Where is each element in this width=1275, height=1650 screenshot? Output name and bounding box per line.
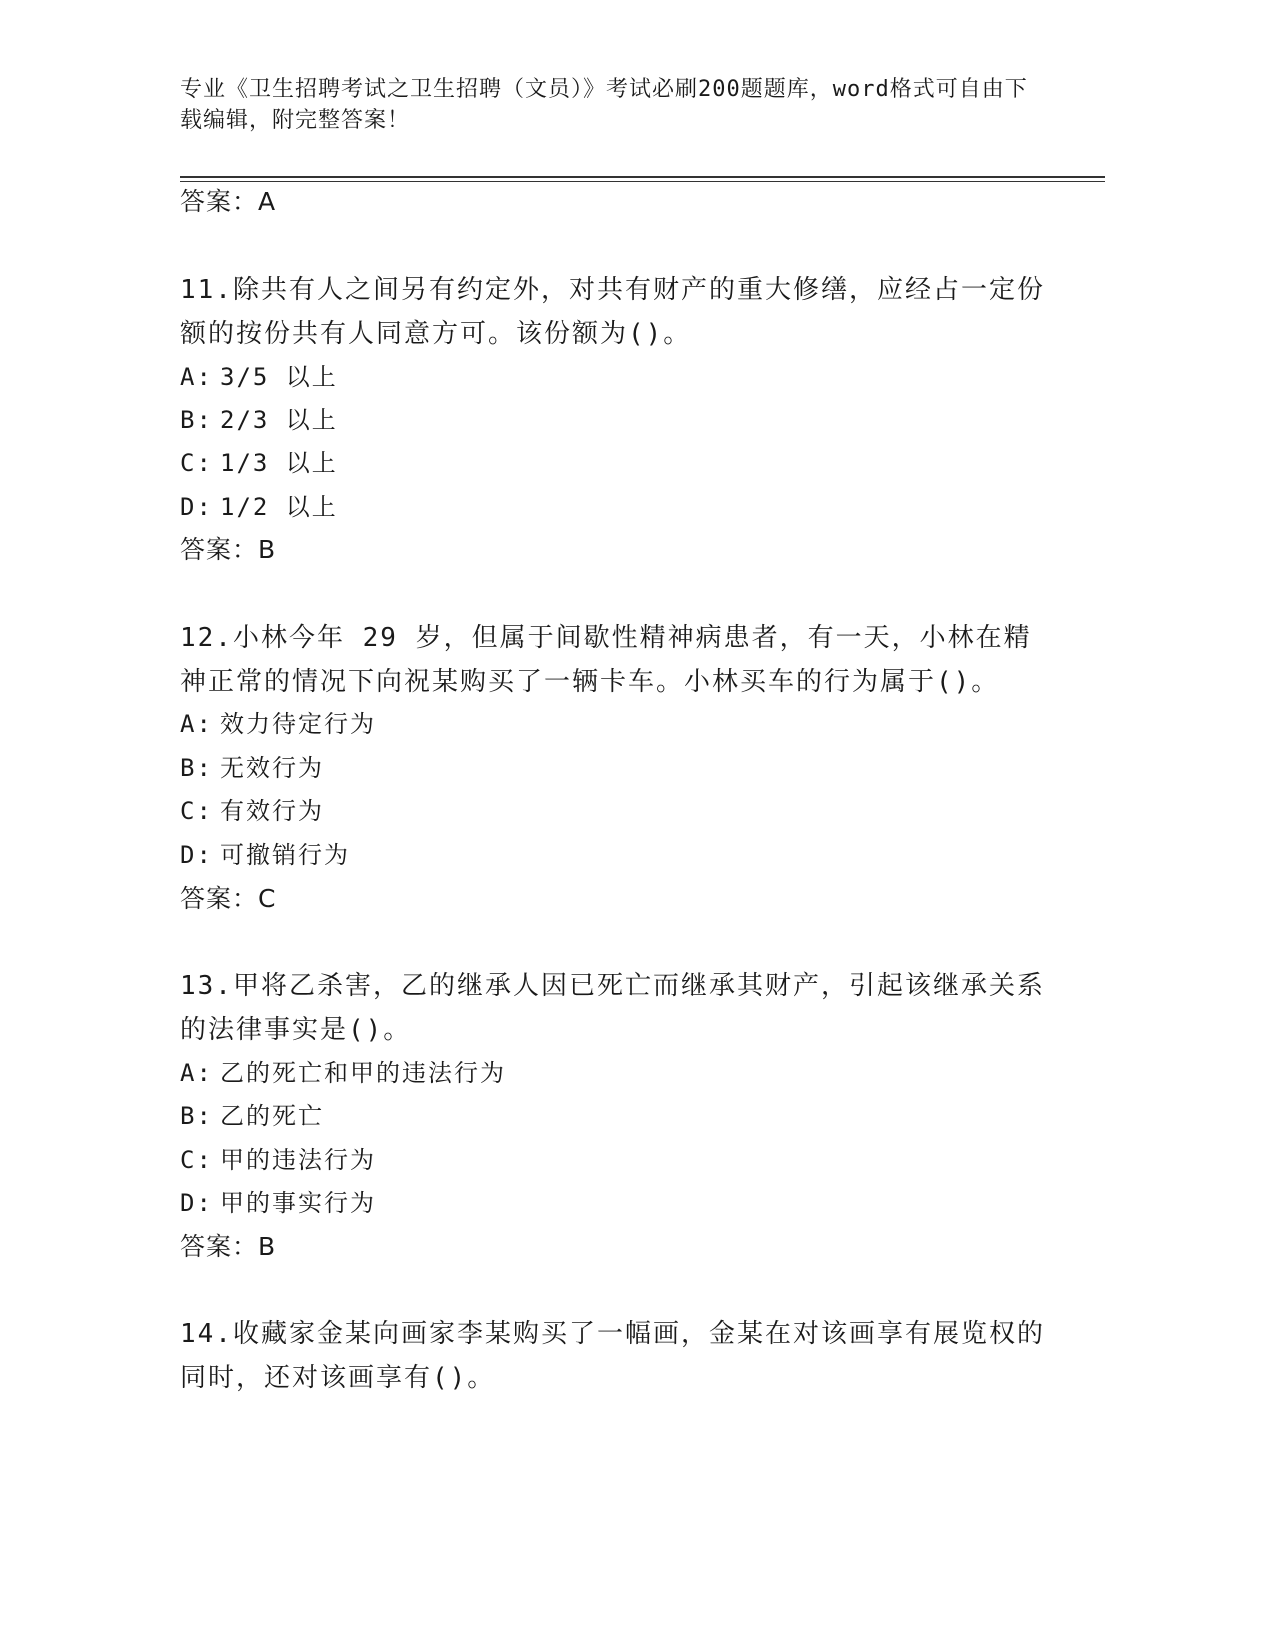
option-b: [180, 1098, 324, 1134]
option-text: 有效行为: [220, 797, 324, 825]
option-text: 3/5 以上: [220, 363, 338, 391]
option-text: 甲的事实行为: [220, 1189, 376, 1217]
answer-label: 答案：: [180, 1232, 259, 1261]
question-body: 收藏家金某向画家李某购买了一幅画，金某在对该画享有展览权的同时，还对该画享有()。: [180, 1319, 1045, 1393]
page-header-text: 专业《卫生招聘考试之卫生招聘（文员）》考试必刷200题题库，word格式可自由下载编辑，附完整答案！: [180, 77, 1028, 133]
option-d: [180, 489, 338, 525]
answer-value: B: [258, 535, 277, 564]
answer-line: [180, 1229, 276, 1265]
option-d: [180, 837, 350, 873]
question-number: 11.: [180, 275, 233, 305]
option-text: 乙的死亡: [220, 1102, 324, 1130]
option-text: 2/3 以上: [220, 406, 338, 434]
option-c: [180, 445, 338, 481]
question-body: 甲将乙杀害，乙的继承人因已死亡而继承其财产，引起该继承关系的法律事实是()。: [180, 971, 1045, 1045]
option-letter: C:: [180, 1146, 213, 1174]
option-b: [180, 750, 324, 786]
option-letter: A:: [180, 363, 213, 391]
option-c: [180, 793, 324, 829]
answer-line: [180, 881, 276, 917]
option-a: [180, 1055, 506, 1091]
option-text: 甲的违法行为: [220, 1146, 376, 1174]
option-c: [180, 1142, 376, 1178]
question-number: 12.: [180, 623, 233, 653]
option-letter: D:: [180, 1189, 213, 1217]
answer-value: B: [258, 1232, 277, 1261]
option-text: 乙的死亡和甲的违法行为: [220, 1059, 506, 1087]
option-text: 效力待定行为: [220, 710, 376, 738]
answer-line: [180, 184, 276, 220]
option-letter: C:: [180, 797, 213, 825]
answer-label: 答案：: [180, 884, 259, 913]
answer-label: 答案：: [180, 187, 259, 216]
option-letter: D:: [180, 493, 213, 521]
option-letter: A:: [180, 1059, 213, 1087]
header-divider-thick: [180, 176, 1105, 178]
option-a: [180, 706, 376, 742]
option-letter: B:: [180, 754, 213, 782]
question-body: 小林今年 29 岁，但属于间歇性精神病患者，有一天，小林在精神正常的情况下向祝某购买了一辆卡车。小林买车的行为属于()。: [180, 623, 1032, 697]
option-letter: A:: [180, 710, 213, 738]
question-text: [180, 616, 1050, 704]
question-text: [180, 268, 1050, 356]
answer-value: C: [258, 884, 277, 913]
option-letter: D:: [180, 841, 213, 869]
header-divider-thin: [180, 181, 1105, 182]
option-d: [180, 1185, 376, 1221]
option-letter: B:: [180, 1102, 213, 1130]
answer-label: 答案：: [180, 535, 259, 564]
option-letter: C:: [180, 449, 213, 477]
option-letter: B:: [180, 406, 213, 434]
option-text: 可撤销行为: [220, 841, 350, 869]
question-number: 14.: [180, 1319, 233, 1349]
question-text: [180, 964, 1050, 1052]
question-text: [180, 1312, 1050, 1400]
option-b: [180, 402, 338, 438]
option-text: 1/2 以上: [220, 493, 338, 521]
answer-value: A: [258, 187, 277, 216]
question-body: 除共有人之间另有约定外，对共有财产的重大修缮，应经占一定份额的按份共有人同意方可。该份额为()。: [180, 275, 1045, 349]
option-a: [180, 359, 338, 395]
answer-line: [180, 532, 276, 568]
question-number: 13.: [180, 971, 233, 1001]
option-text: 1/3 以上: [220, 449, 338, 477]
option-text: 无效行为: [220, 754, 324, 782]
